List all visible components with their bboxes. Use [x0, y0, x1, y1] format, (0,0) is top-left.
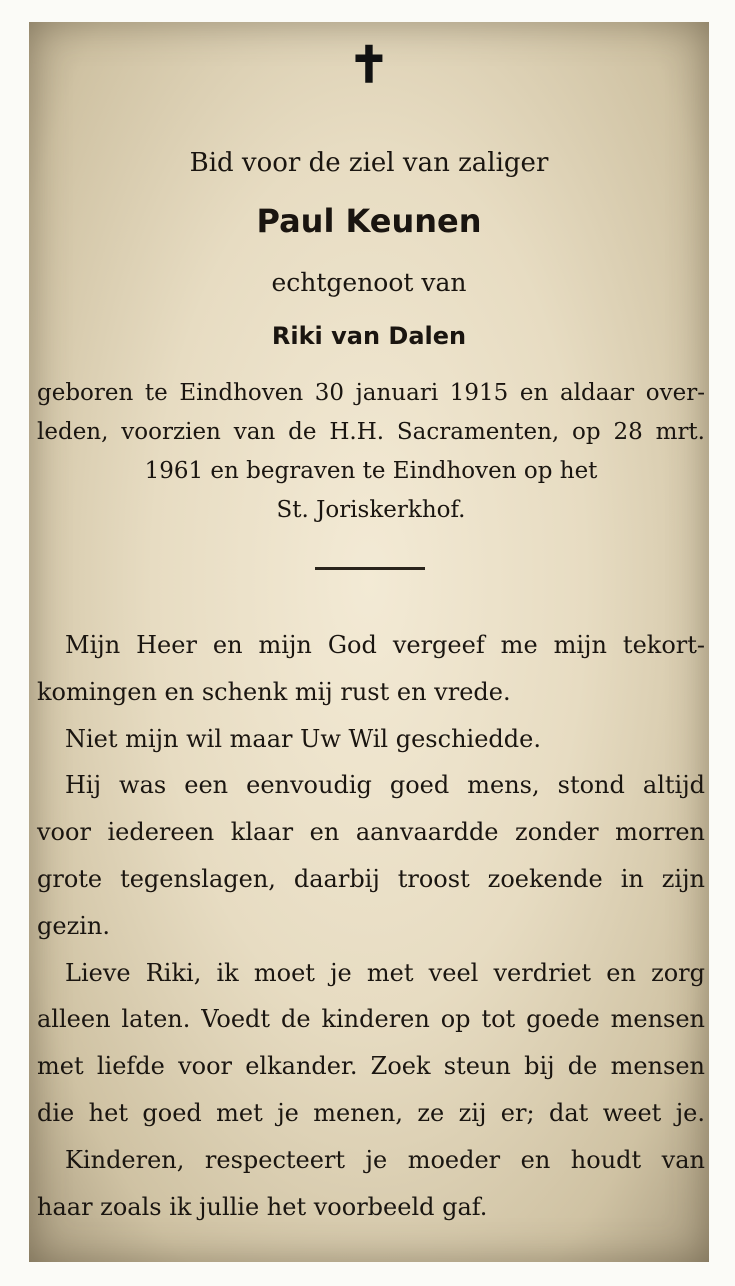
verse-line: komingen en schenk mij rust en vrede.	[37, 677, 511, 706]
memorial-card	[29, 22, 709, 1262]
spouse-intro: echtgenoot van	[271, 268, 467, 297]
verse-line: Hij was een eenvoudig goed mens, stond altijd	[65, 771, 705, 800]
bio-line: leden, voorzien van de H.H. Sacramenten, op 28 mrt.	[37, 419, 705, 445]
verse-line: Kinderen, respecteert je moeder en houdt van	[65, 1145, 705, 1174]
cross-icon: ✝	[348, 35, 390, 94]
verse-line: haar zoals ik jullie het voorbeeld gaf.	[37, 1192, 488, 1221]
verse-line: Niet mijn wil maar Uw Wil geschiedde.	[65, 724, 541, 753]
bio-line: St. Joriskerkhof.	[276, 497, 466, 523]
bio-line: 1961 en begraven te Eindhoven op het	[144, 458, 598, 484]
verse-line: voor iedereen klaar en aanvaardde zonder morren	[37, 818, 705, 847]
verse-line: die het goed met je menen, ze zij er; dat weet je.	[37, 1098, 705, 1127]
verse-line: met liefde voor elkander. Zoek steun bij de mensen	[37, 1052, 705, 1081]
verse-line: alleen laten. Voedt de kinderen op tot goede mensen	[37, 1005, 705, 1034]
verse-line: Lieve Riki, ik moet je met veel verdriet en zorg	[65, 958, 705, 987]
biography	[37, 374, 705, 530]
prayer-intro: Bid voor de ziel van zaliger	[189, 148, 549, 178]
spouse-name: Riki van Dalen	[271, 322, 467, 350]
bio-line: geboren te Eindhoven 30 januari 1915 en aldaar over-	[37, 380, 705, 406]
verse-line: grote tegenslagen, daarbij troost zoekende in zijn	[37, 864, 705, 893]
deceased-name: Paul Keunen	[256, 202, 482, 240]
verse-line: gezin.	[37, 911, 110, 940]
verse-line: Mijn Heer en mijn God vergeef me mijn tekort-	[65, 631, 705, 659]
divider	[315, 567, 425, 570]
prayer-text	[37, 622, 705, 1230]
